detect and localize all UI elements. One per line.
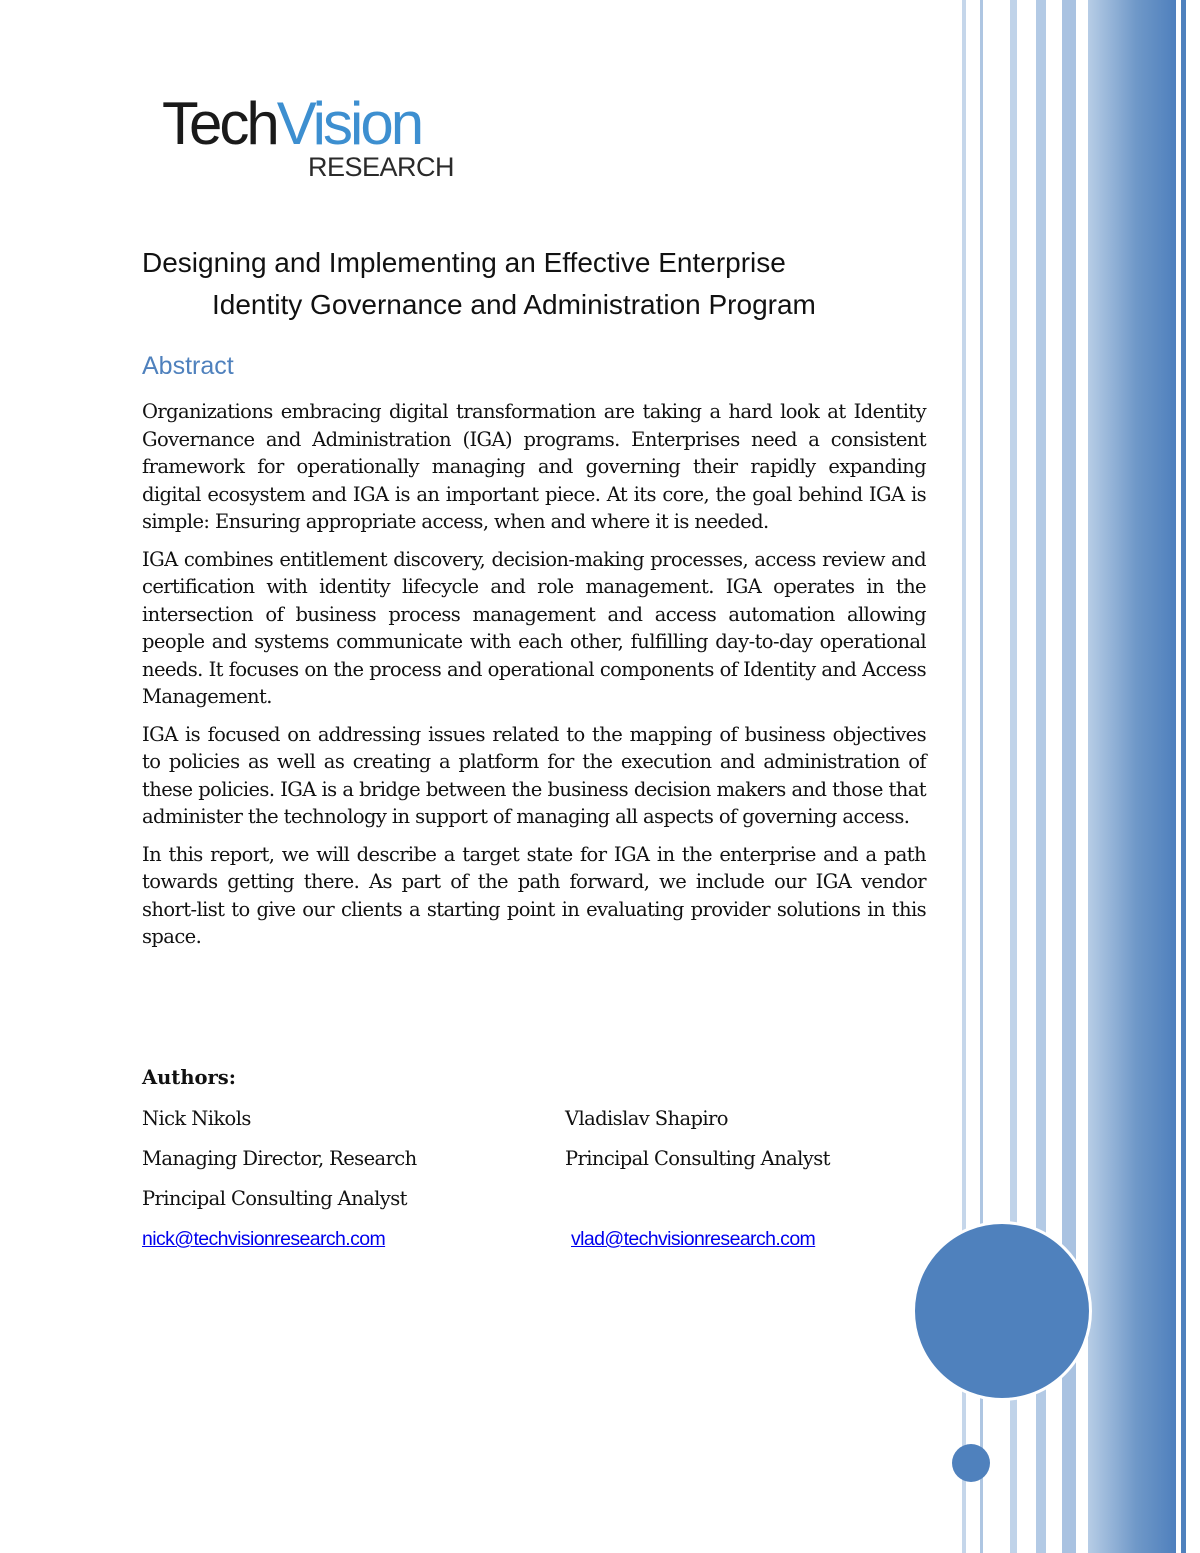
author-2-title-1: Principal Consulting Analyst [565, 1147, 830, 1170]
deco-small-circle [952, 1444, 990, 1482]
logo-word-tech: Tech [162, 90, 277, 157]
author-1-name: Nick Nikols [142, 1107, 251, 1130]
document-title [142, 242, 882, 326]
author-2-email-link[interactable]: vlad@techvisionresearch.com [571, 1228, 816, 1250]
deco-large-circle [912, 1221, 1092, 1401]
author-2 [565, 1104, 830, 1254]
authors-label: Authors: [142, 1066, 236, 1089]
abstract-paragraph-4: In this report, we will describe a target state for IGA in the enterprise and a path towards getting there. As part of the path forward, we include our IGA vendor short-list to give our clients a starting point in evaluating provider solutions in this space. [142, 842, 926, 948]
abstract-paragraph-1: Organizations embracing digital transformation are taking a hard look at Identity Governance and Administration (IGA) programs. Enterprises need a consistent framework for operationally managing and governing their rapidly expanding digital ecosystem and IGA is an important piece. At its core, the goal behind IGA is simple: Ensuring appropriate access, when and where it is needed. [142, 400, 926, 533]
author-1-title-1: Managing Director, Research [142, 1147, 417, 1170]
title-line-2: Identity Governance and Administration Program [212, 289, 816, 320]
logo-word-vision: Vision [276, 90, 422, 157]
techvision-logo [162, 92, 492, 192]
abstract-body [142, 398, 926, 961]
author-2-name: Vladislav Shapiro [565, 1107, 728, 1130]
abstract-heading: Abstract [142, 352, 234, 380]
deco-line-6 [1181, 0, 1186, 1553]
author-1 [142, 1104, 417, 1254]
title-line-1: Designing and Implementing an Effective Enterprise [142, 247, 786, 278]
abstract-paragraph-3: IGA is focused on addressing issues related to the mapping of business objectives to policies as well as creating a platform for the execution and administration of these policies. IGA is a bridge between the business decision makers and those that administer the technology in support of managing all aspects of governing access. [142, 722, 926, 828]
author-1-title-2: Principal Consulting Analyst [142, 1187, 407, 1210]
deco-gradient-band [1088, 0, 1176, 1553]
logo-word-research: RESEARCH [308, 152, 455, 182]
author-2-spacer [565, 1184, 830, 1224]
abstract-paragraph-2: IGA combines entitlement discovery, decision-making processes, access review and certification with identity lifecycle and role management. IGA operates in the intersection of business process management and access automation allowing people and systems communicate with each other, fulfilling day-to-day operational needs. It focuses on the process and operational components of Identity and Access Management. [142, 547, 926, 708]
author-1-email-link[interactable]: nick@techvisionresearch.com [142, 1228, 386, 1250]
